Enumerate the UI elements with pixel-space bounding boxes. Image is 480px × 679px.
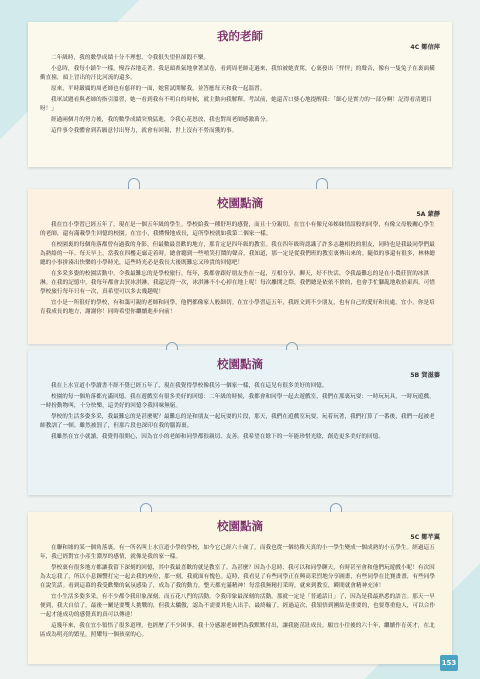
article-campus-5b bbox=[28, 350, 452, 495]
article-paragraph: 經過兩個月的努力後，我的數學成績突飛猛進，令我心花怒放，我也對周老師感激萬分。 bbox=[51, 117, 272, 123]
article-paragraph: 在校園裏的每個角落都曾有過我的身影，但最數最喜歡的地方，那肯定是四年級的教室。我在四年級時認識了許多志趣相投的朋友，同時也是我最同學們最為熟絡的一年。每天早上，當我在四樓走廊走着時，總會聽到一些嘻笑打鬧的聲音，我知道，那一定是從我們班的教室裏傳出來的。隨似的事還有很多，林林總總的小事拼湊出快樂的小學時光，這些時光必是我長大後既難忘又珍貴的回憶吧！ bbox=[40, 242, 436, 266]
article-paragraph: 宜小是一所很好的學校，有和藹可親的老師和同學，他們都像家人般細切。在宜小學習這五年，我經文到不少朋友，也有自己的愛好和長處。宜小，你是培育我成長的地方，謝謝你！同時希望你繼續進步向前！ bbox=[40, 300, 435, 315]
article-paragraph: 在聯和墟的某一個角落裏，有一所名叫上水宣道小學的學校，如今它已經六十歲了，而我也從一個幼稚天真的小一學生變成一個成熟的小五學生。經過這五年，我已經對宜小產生濃厚的感情，就像是我的家一樣。 bbox=[40, 545, 435, 560]
article-paragraph: 我軍試題看與老師的指引溫習，她一看到我有不明白的時候，就主動向我解釋。考試前，她還苦口婆心地提醒我：「細心是實力的一部分啊！記得看清題目呀！」 bbox=[40, 97, 432, 112]
article-author: 5C 鄭芊翼 bbox=[410, 534, 440, 541]
article-author: 4C 鄭信萍 bbox=[410, 44, 440, 51]
article-paragraph: 二年級時，我的數學成績十分不理想，令我很失望但卻悶不樂。 bbox=[51, 55, 210, 61]
article-campus-5c bbox=[28, 512, 452, 664]
article-title: 校園點滴 bbox=[217, 519, 263, 533]
page-number: 153 bbox=[440, 655, 458, 671]
article-paragraph: 這幾年來，我在宜小領悟了很多道理，也經歷了不少困事，我十分感謝老師們為我默默付出，讓我能茁壯成長。願宜小往後的六十年，繼續作育英才，在北區成為明亮的繁星，照耀每一個孩童的心。 bbox=[40, 623, 435, 638]
article-paragraph: 小息時，我每小鎮牛一樣，慢吞吞地走著。我是頭喪氣地拿著試卷，看到周老師走過來，我怕被她責罵，心裏發出「怦怦」的聲音，像有一隻兔子在裏面橫衝直撞，頭上冒出的汗比河流的還多。 bbox=[40, 66, 435, 81]
article-author: 5A 蒙靜 bbox=[416, 211, 440, 218]
article-title: 校園點滴 bbox=[217, 357, 263, 371]
article-my-teacher bbox=[28, 22, 452, 167]
article-paragraph: 這件事令我體會到若願意付出努力，就會有回報，世上沒有不勞而獲的事。 bbox=[51, 128, 238, 134]
article-title: 我的老師 bbox=[217, 29, 263, 43]
article-paragraph: 我在上水宣道小學讀書不經不覺已經五年了，現在我覺得學校像我另一個家一樣，我在這兒有很多美好的回憶。 bbox=[51, 383, 328, 389]
article-paragraph: 學校裏有很多地方都讓我留下深刻的回憶，其中我最喜歡的就是教室了。為甚麼？因為小息時，我可以和同學聊天，有時甚至會和他們玩遊戲小呢！有次因為太忘我了，所以小息鐘響打完一起去我的座位，那一刻，我就面有愧色。這時，我看見了有些同學正在興高采烈地分享圖畫，有些同學在比賽畫畫，有些同學在說笑話。看到這幕的我受歡樂的氣氛感染了，成為了我的動力，整天都充滿精神！每當我無精打采時，就來到教室，瞬間就會精神充沛！ bbox=[40, 565, 436, 589]
article-paragraph: 在多采多姿的校園活動中，令我最難忘的是學校旅行。每年，我都會跟好朋友坐在一起，互相分享、聊天，好不快活。令我最難忘的是在小農莊買的冰淇淋。在我的記憶中，我每年都會去買冰淇淋，我還記得一次，冰淇淋不小心掉在地上呢！每次離開之際，我們總是依依不捨的，也會手忙腳亂地收拾東西。可惜學校旅行每年只有一次，真希望可以多去幾趟呢！ bbox=[40, 271, 436, 295]
article-paragraph: 我雖然在宜小就讀，我覺得很開心，因為宜小的老師和同學都很親切、友善。我希望在餘下的一年能珍惜光陰，創造更多美好的回憶。 bbox=[51, 434, 384, 440]
article-title: 校園點滴 bbox=[217, 196, 263, 210]
article-author: 5B 賀滋蓁 bbox=[410, 372, 440, 379]
article-paragraph: 宜小生活多姿多采，有不少都令我印象深刻。而五花八門的活動，令我印象最深刻的活動，那就一定是「普通話日」了，因為是我最熟悉的語言。那天一早便到，我大自信了，最後一關是要雙人挑戰的，但我太驕傲，認為不需要其他人出手，最終輸了，經過這次，我領悟到團結是重要的，也要尊重他人，可以合作一起才能成功的感覺真的真可以傳達！ bbox=[40, 594, 436, 618]
article-paragraph: 原來，平時嚴厲的周老師也有慈祥的一面，她嘗試開解我，並答應每天和我一起溫習。 bbox=[51, 86, 266, 92]
article-paragraph: 我在宜小學習已經五年了，現在是一個五年級的學生。學校給我一種舒坦的感覺，而且十分親切。在宜小有像兄弟姊妹情誼般的同學，有像父母般關心學生的老師，還有滿載學生回憶的校園。在宜小，我懂慢地成長，這所學校就如我第二個家一樣。 bbox=[40, 222, 435, 237]
article-campus-5a bbox=[28, 189, 452, 344]
article-paragraph: 學校的生活多姿多采，我最難忘的是甚麼呢？最難忘的是和朋友一起玩耍的片段，那天，我們在遊戲室玩耍，玩着玩著，我們打算了一番後，我們一起被老師教訓了一頓。雖然被罰了，但那片段也深印在我的腦海裏。 bbox=[40, 414, 435, 429]
article-paragraph: 校園的每一個角落都充滿回憶。我在遊戲室有很多美好的回憶：二年級的時候，我都會和同學一起去遊戲室，我們在那裏玩耍：一時玩玩具，一時玩遊戲，一時扮動物叫，十分快樂，這美好的回憶令我回味無窮。 bbox=[40, 394, 435, 409]
